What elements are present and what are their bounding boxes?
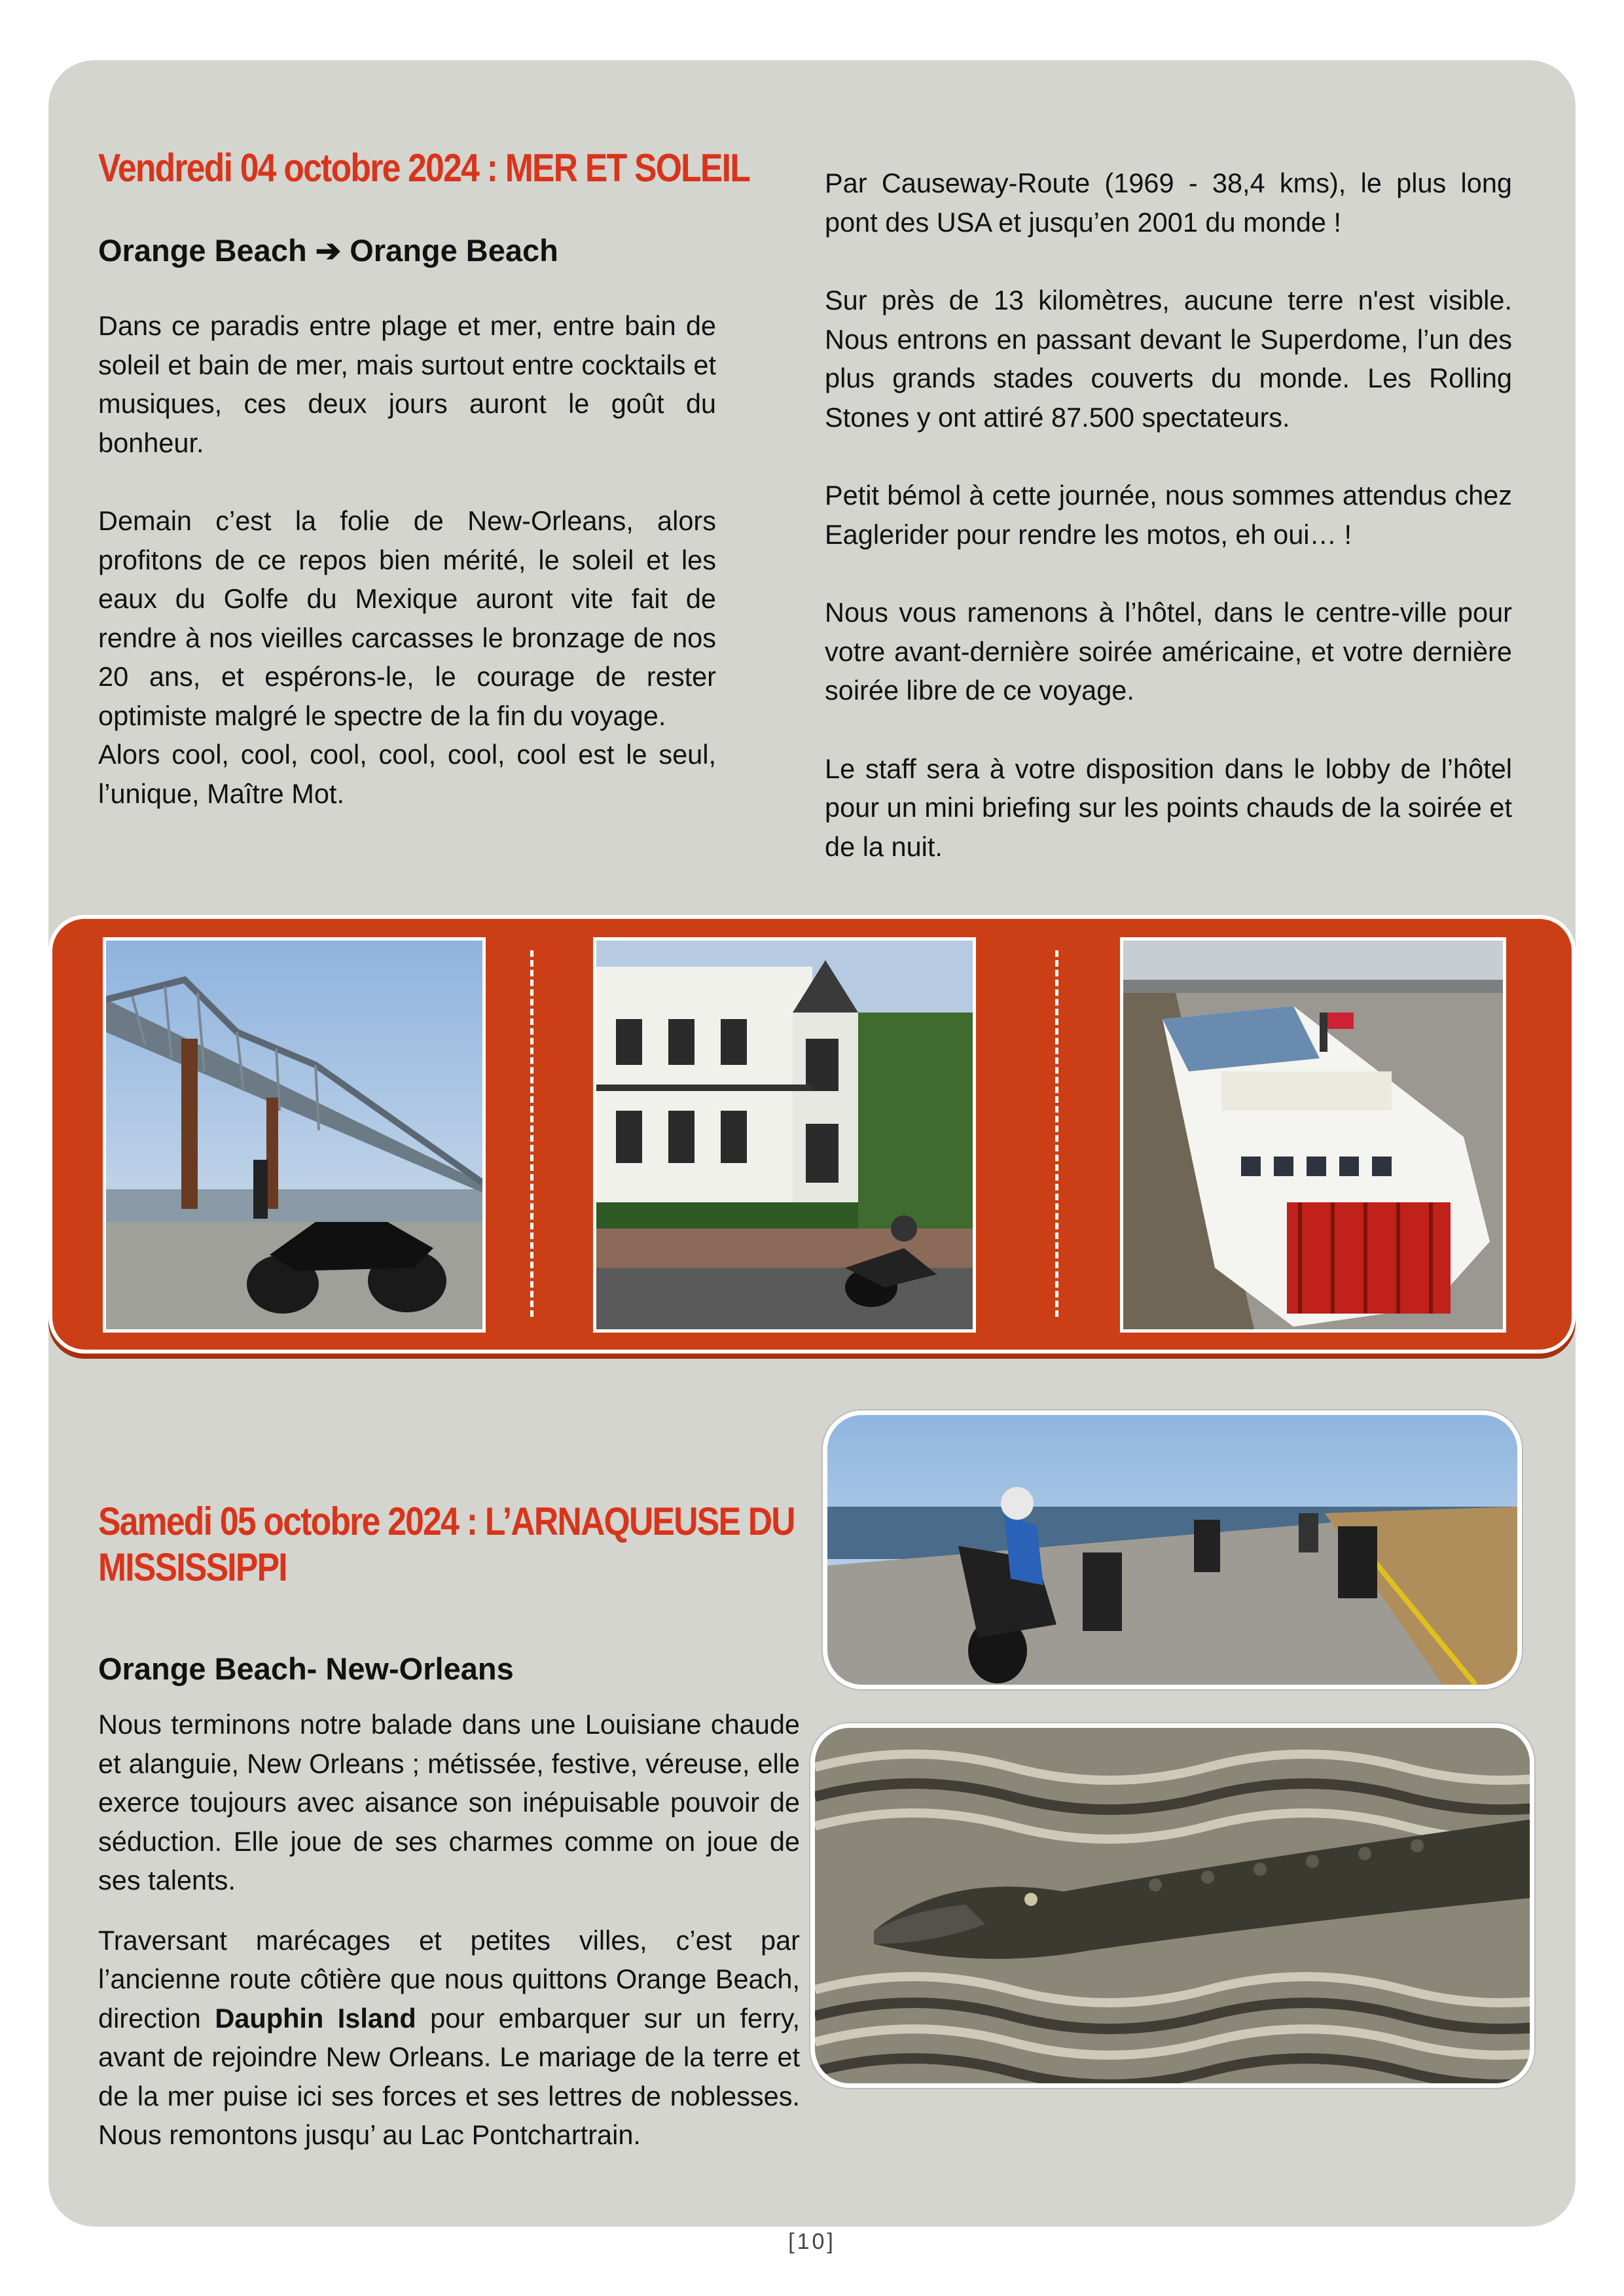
day2-text <box>98 1705 800 2155</box>
mansion-riders-photo <box>593 937 976 1333</box>
day1-route <box>98 232 558 269</box>
route-from: Orange Beach <box>98 233 307 268</box>
dauphin-island-bold: Dauphin Island <box>215 2002 416 2034</box>
paragraph: Nous vous ramenons à l’hôtel, dans le centre-ville pour votre avant-dernière soirée américaine, et votre dernière soirée libre de ce voyage. <box>825 597 1512 706</box>
paragraph: Par Causeway-Route (1969 - 38,4 kms), le plus long pont des USA et jusqu’en 2001 du monde ! <box>825 168 1512 238</box>
paragraph-text: pour embarquer sur un ferry, avant de rejoindre New Orleans. Le mariage de la terre et de la mer puise ici ses forces et ses lettres de noblesses. Nous remontons jusqu’ au Lac Pontchartrain. <box>98 2002 800 2150</box>
bridge-riders-photo <box>823 1410 1522 1689</box>
route-to: Orange Beach <box>350 233 558 268</box>
page-number: [10] <box>788 2229 836 2254</box>
day1-left-column <box>98 306 716 813</box>
steamboat-photo <box>1120 937 1506 1333</box>
paragraph-text: Traversant marécages et petites villes, c’est par l’ancienne route côtière que nous quittons Orange Beach, direction <box>98 1924 800 2034</box>
paragraph <box>98 1921 800 2155</box>
arrow-icon: ➔ <box>315 233 342 268</box>
divider <box>530 950 533 1317</box>
paragraph: Le staff sera à votre disposition dans le lobby de l’hôtel pour un mini briefing sur les points chauds de la soirée et de la nuit. <box>825 753 1512 862</box>
alligator-photo <box>810 1723 1534 2088</box>
day1-title: Vendredi 04 octobre 2024 : MER ET SOLEIL <box>98 146 750 190</box>
day2-route: Orange Beach- New-Orleans <box>98 1651 514 1686</box>
paragraph: Petit bémol à cette journée, nous sommes attendus chez Eaglerider pour rendre les motos, eh oui… ! <box>825 480 1512 550</box>
paragraph: Demain c’est la folie de New-Orleans, alors profitons de ce repos bien mérité, le soleil et les eaux du Golfe du Mexique auront vite fait de rendre à nos vieilles carcasses le bronzage de nos 20 ans, et espérons-le, le courage de rester optimiste malgré le spectre de la fin du voyage. <box>98 505 716 731</box>
paragraph: Nous terminons notre balade dans une Louisiane chaude et alanguie, New Orleans ; métissée, festive, véreuse, elle exerce toujours avec aisance son inépuisable pouvoir de séduction. Elle joue de ses charmes comme on joue de ses talents. <box>98 1709 800 1895</box>
day2-title-line2: MISSISSIPPI <box>98 1545 287 1589</box>
paragraph: Dans ce paradis entre plage et mer, entre bain de soleil et bain de mer, mais surtout entre cocktails et musiques, ces deux jours auront le goût du bonheur. <box>98 310 716 458</box>
divider <box>1055 950 1058 1317</box>
bridge-motorcycle-photo <box>103 937 486 1333</box>
paragraph: Sur près de 13 kilomètres, aucune terre n'est visible. Nous entrons en passant devant le Superdome, l’un des plus grands stades couverts du monde. Les Rolling Stones y ont attiré 87.500 spectateurs. <box>825 285 1512 433</box>
day2-title-line1: Samedi 05 octobre 2024 : L’ARNAQUEUSE DU <box>98 1499 795 1543</box>
paragraph: Alors cool, cool, cool, cool, cool, cool est le seul, l’unique, Maître Mot. <box>98 739 716 809</box>
day1-right-column <box>825 164 1512 866</box>
